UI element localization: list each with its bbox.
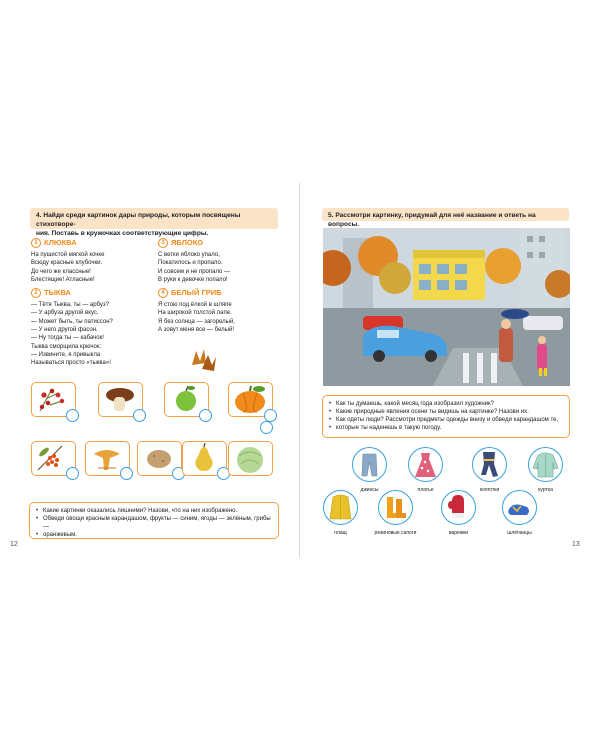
picture-card-cabbage[interactable]: [228, 441, 273, 476]
jeans-icon: [353, 448, 386, 481]
poem-line: Покатилось и пропало.: [158, 260, 223, 267]
poem-line: — У арбуза другой вкус.: [31, 310, 99, 317]
task-5-heading: [322, 208, 569, 228]
task-4-line-2: ния. Поставь в кружочках соответствующие цифры.: [36, 230, 209, 237]
raincoat-circle[interactable]: [323, 490, 358, 525]
tights-circle[interactable]: [472, 447, 507, 482]
cabbage-icon: [229, 442, 271, 474]
answer-circle[interactable]: [199, 409, 212, 422]
clothing-label: варежки: [448, 530, 469, 536]
poem-apple: [158, 238, 230, 284]
jeans-circle[interactable]: [352, 447, 387, 482]
task-4-heading: [30, 208, 278, 237]
clothing-label: резиновые сапоги: [374, 530, 417, 536]
poem-line: Всюду красные клубочки.: [31, 260, 103, 267]
page-number-right: 13: [572, 541, 580, 548]
clothing-label: платье: [417, 487, 434, 493]
poem-line: Называться просто «тыква»!: [31, 360, 111, 367]
poem-line: Тыква сморщила крючок:: [31, 343, 102, 350]
flip-flops-icon: [503, 491, 536, 524]
poem-line: — Тётя Тыква, ты — арбуз?: [31, 302, 109, 309]
poem-line: — Извините, я привыкла: [31, 351, 101, 358]
poem-line: — Ну тогда ты — кабачок!: [31, 335, 104, 342]
poem-line: На пушистой мягкой кочке: [31, 252, 105, 259]
answer-circle[interactable]: [260, 421, 273, 434]
rubber-boots-icon: [379, 491, 412, 524]
task-4-line-1: 4. Найди среди картинок дары природы, которым посвящены стихотворе-: [36, 212, 241, 228]
answer-circle[interactable]: [120, 467, 133, 480]
question-line: • Какие природные явления осени ты видишь на картинке? Назови их.: [329, 408, 563, 416]
poem-title: ТЫКВА: [44, 288, 71, 297]
clothing-label: плащ: [334, 530, 347, 536]
poem-number: 1: [31, 238, 41, 248]
question-text: оранжевым.: [43, 532, 77, 538]
poem-number: 2: [31, 288, 41, 298]
poem-porcini: [158, 288, 235, 334]
answer-circle[interactable]: [66, 409, 79, 422]
dress-circle[interactable]: [408, 447, 443, 482]
questions-box-right: [322, 395, 570, 438]
question-line: • Какие картинки оказались лишними? Назови, что на них изображено.: [36, 507, 272, 515]
clothing-label: шлёпанцы: [507, 530, 532, 536]
questions-box-left: [29, 502, 279, 539]
question-line: • Как одеты люди? Рассмотри предметы одежды внизу и обведи карандашом те,: [329, 416, 563, 424]
question-line: • Как ты думаешь, какой месяц года изобразил художник?: [329, 400, 563, 408]
mittens-icon: [442, 491, 475, 524]
poem-line: До чего же классные!: [31, 268, 91, 275]
dress-icon: [409, 448, 442, 481]
clothing-label: куртка: [538, 487, 553, 493]
poem-title: КЛЮКВА: [44, 238, 77, 247]
page-spine: [299, 183, 300, 557]
question-line-continued: [329, 424, 563, 432]
flip-flops-circle[interactable]: [502, 490, 537, 525]
question-line-continued: [36, 531, 272, 539]
tights-icon: [473, 448, 506, 481]
clothing-label: колготки: [479, 487, 500, 493]
answer-circle[interactable]: [133, 409, 146, 422]
poem-line: В руки к девочке попало!: [158, 276, 228, 283]
poem-cranberry: [31, 238, 104, 284]
task-5-title: 5. Рассмотри картинку, придумай для неё название и ответь на вопросы.: [328, 212, 536, 228]
clothing-label: джинсы: [360, 487, 379, 493]
poem-line: А зовут меня все — белый!: [158, 326, 234, 333]
page-number-left: 12: [10, 541, 18, 548]
poem-line: И совсем и не пропало —: [158, 268, 231, 275]
poem-line: — Может быть, ты патиссон?: [31, 318, 113, 325]
poem-number: 3: [158, 238, 168, 248]
raincoat-icon: [324, 491, 357, 524]
poem-title: БЕЛЫЙ ГРИБ: [171, 288, 222, 297]
poem-line: С ветки яблоко упало,: [158, 252, 220, 259]
answer-circle[interactable]: [66, 467, 79, 480]
poem-line: — У него другой фасон.: [31, 326, 98, 333]
poem-line: На широкой толстой лапе.: [158, 310, 232, 317]
jacket-circle[interactable]: [528, 447, 563, 482]
question-text: которые ты наденешь в такую погоду.: [336, 425, 442, 431]
jacket-icon: [529, 448, 562, 481]
autumn-leaves-icon: [186, 343, 220, 373]
poem-line: Блестящие! Атласные!: [31, 276, 95, 283]
mittens-circle[interactable]: [441, 490, 476, 525]
poem-pumpkin: [31, 288, 113, 367]
poem-number: 4: [158, 288, 168, 298]
poem-title: ЯБЛОКО: [171, 238, 204, 247]
rubber-boots-circle[interactable]: [378, 490, 413, 525]
poem-line: Я без солнца — загорелый,: [158, 318, 235, 325]
autumn-street-illustration: [323, 228, 570, 386]
poem-line: Я стою под ёлкой в шляпе: [158, 302, 232, 309]
question-line: • Обведи овощи красным карандашом, фрукты — синим, ягоды — зелёным, грибы —: [36, 515, 272, 531]
